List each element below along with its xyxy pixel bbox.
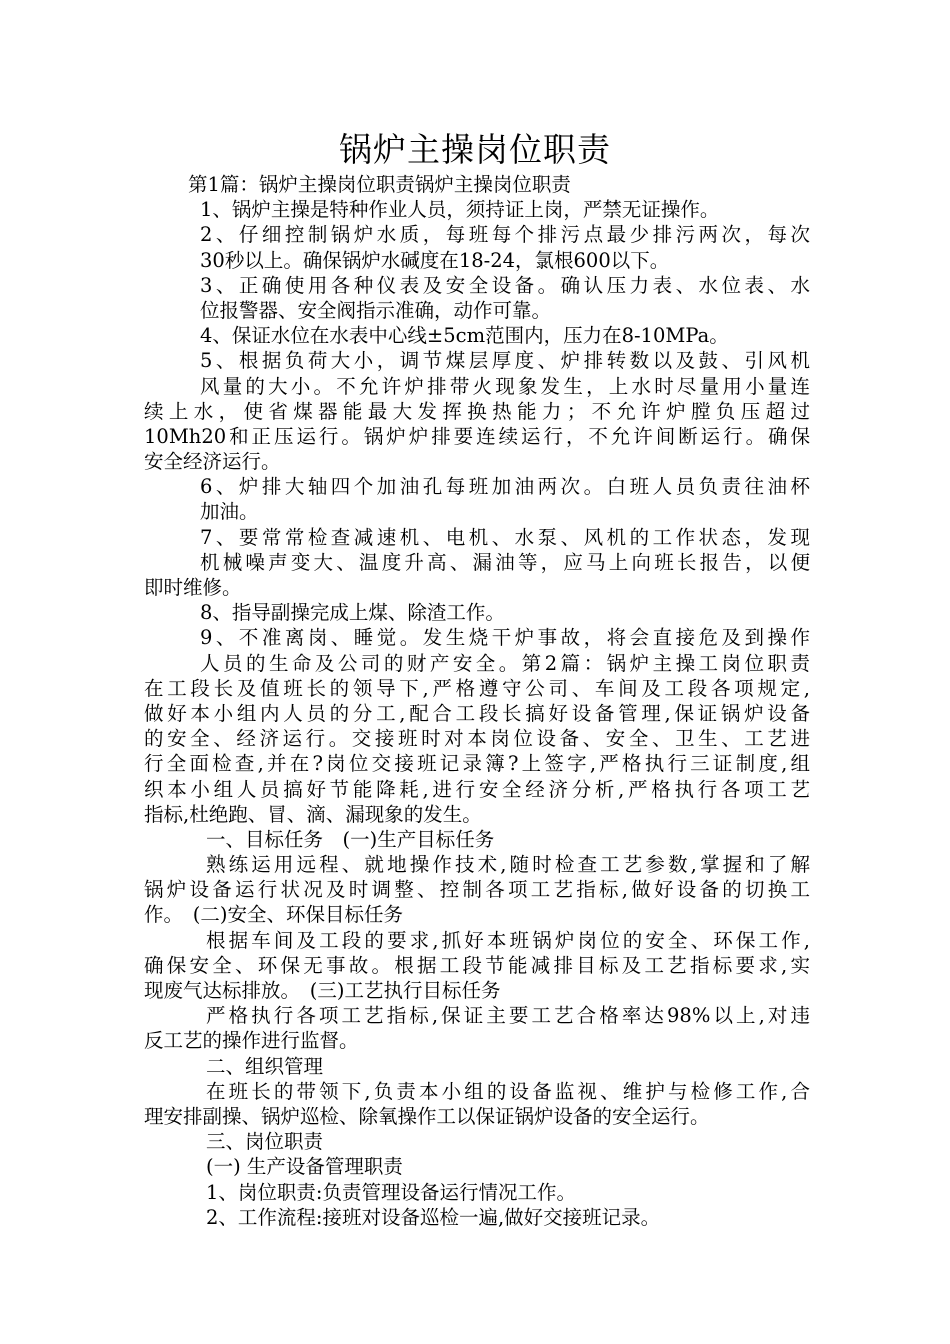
text-line: 机械噪声变大、温度升高、漏油等，应马上向班长报告，以便: [200, 550, 810, 574]
text-line: 安全经济运行。: [144, 450, 281, 474]
text-line: 续上水，使省煤器能最大发挥换热能力；不允许炉膛负压超过: [144, 399, 810, 423]
text-line: 即时维修。: [144, 576, 242, 599]
text-line: 现废气达标排放。 (三)工艺执行目标任务: [144, 979, 501, 1002]
text-line: 5、根据负荷大小，调节煤层厚度、炉排转数以及鼓、引风机: [200, 349, 810, 373]
text-line: 2、仔细控制锅炉水质，每班每个排污点最少排污两次，每次: [200, 223, 810, 247]
text-line: 风量的大小。不允许炉排带火现象发生，上水时尽量用小量连: [200, 374, 810, 398]
text-line: 在工段长及值班长的领导下,严格遵守公司、车间及工段各项规定,: [144, 676, 810, 700]
text-line: 确保安全、环保无事故。根据工段节能减排目标及工艺指标要求,实: [144, 953, 810, 977]
text-line: 6、炉排大轴四个加油孔每班加油两次。白班人员负责往油杯: [200, 475, 810, 499]
text-line: 理安排副操、锅炉巡检、除氧操作工以保证锅炉设备的安全运行。: [144, 1104, 710, 1128]
text-line: 反工艺的操作进行监督。: [144, 1029, 359, 1053]
text-line: 的安全、经济运行。交接班时对本岗位设备、安全、卫生、工艺进: [144, 727, 810, 751]
section-heading: 三、岗位职责: [206, 1130, 324, 1154]
text-line: 锅炉设备运行状况及时调整、控制各项工艺指标,做好设备的切换工: [144, 878, 810, 902]
document-title: 锅炉主操岗位职责: [339, 130, 611, 169]
text-line: 在班长的带领下,负责本小组的设备监视、维护与检修工作,合: [206, 1079, 810, 1103]
text-line: 30秒以上。确保锅炉水碱度在18-24，氯根600以下。: [200, 248, 670, 272]
text-line: 位报警器、安全阀指示准确，动作可靠。: [200, 298, 552, 322]
text-line: 指标,杜绝跑、冒、滴、漏现象的发生。: [144, 802, 482, 826]
document-body: [144, 172, 810, 1230]
text-line: 根据车间及工段的要求,抓好本班锅炉岗位的安全、环保工作,: [206, 928, 810, 952]
text-line: 严格执行各项工艺指标,保证主要工艺合格率达98%以上,对违: [206, 1004, 810, 1028]
text-line: 3、正确使用各种仪表及安全设备。确认压力表、水位表、水: [200, 273, 810, 297]
text-line: 4、保证水位在水表中心线±5cm范围内，压力在8-10MPa。: [200, 324, 729, 348]
text-line: 行全面检查,并在?岗位交接班记录簿?上签字,严格执行三证制度,组: [144, 752, 810, 776]
text-line: 10Mh20和正压运行。锅炉炉排要连续运行，不允许间断运行。确保: [144, 424, 810, 448]
text-line: 做好本小组内人员的分工,配合工段长搞好设备管理,保证锅炉设备: [144, 701, 810, 725]
text-line: 1、锅炉主操是特种作业人员，须持证上岗，严禁无证操作。: [200, 198, 720, 222]
text-line: 加油。: [200, 500, 259, 524]
text-line: 人员的生命及公司的财产安全。第2篇：锅炉主操工岗位职责: [200, 651, 810, 675]
text-line: 2、工作流程:接班对设备巡检一遍,做好交接班记录。: [206, 1205, 661, 1229]
text-line: 1、岗位职责:负责管理设备运行情况工作。: [206, 1180, 576, 1204]
section-heading: 一、目标任务 (一)生产目标任务: [206, 827, 495, 851]
section-heading: 二、组织管理: [206, 1054, 324, 1078]
text-line: 作。 (二)安全、环保目标任务: [144, 903, 403, 927]
text-line: 熟练运用远程、就地操作技术,随时检查工艺参数,掌握和了解: [206, 853, 810, 877]
subsection-heading: (一) 生产设备管理职责: [206, 1155, 403, 1179]
text-line: 7、要常常检查减速机、电机、水泵、风机的工作状态，发现: [200, 525, 810, 549]
text-line: 9、不准离岗、睡觉。发生烧干炉事故，将会直接危及到操作: [200, 626, 810, 650]
text-line: 8、指导副操完成上煤、除渣工作。: [200, 601, 505, 625]
text-line: 织本小组人员搞好节能降耗,进行安全经济分析,严格执行各项工艺: [144, 777, 810, 801]
text-line: 第1篇：锅炉主操岗位职责锅炉主操岗位职责: [188, 173, 571, 196]
